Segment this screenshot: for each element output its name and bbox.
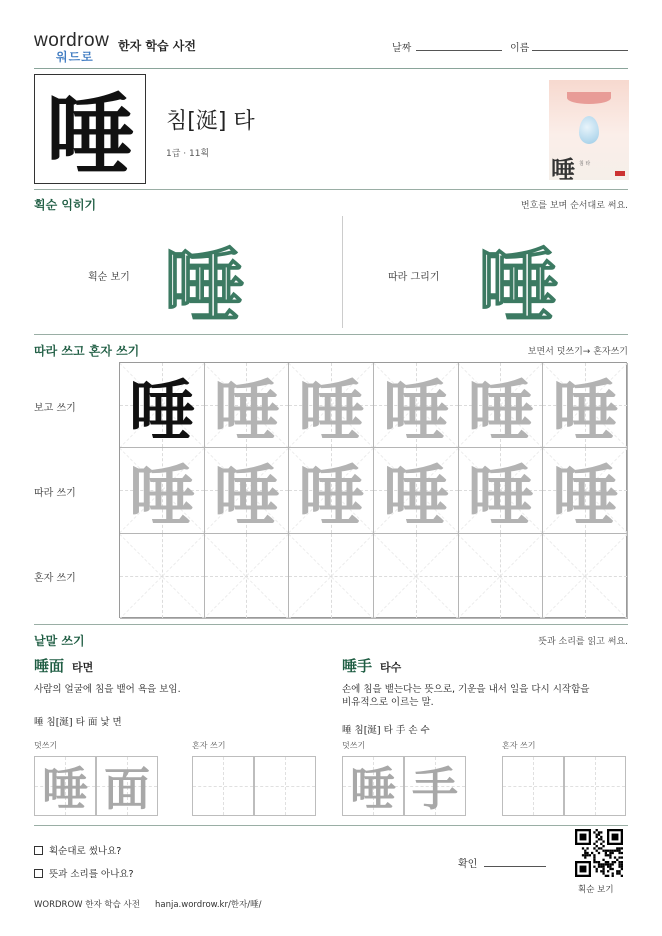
lips-illustration xyxy=(567,92,611,104)
practice-section-title: 따라 쓰고 혼자 쓰기 xyxy=(34,344,140,358)
word-reading: 타면 xyxy=(72,661,94,674)
practice-character xyxy=(459,534,543,618)
practice-character: 唾 xyxy=(552,457,619,534)
stroke-section-title: 획순 익히기 xyxy=(34,198,97,212)
practice-cell[interactable] xyxy=(205,448,290,533)
trace-character: 面 xyxy=(104,762,150,816)
word-hanja: 唾面 xyxy=(34,657,65,675)
practice-character: 唾 xyxy=(128,371,195,449)
stroke-section-note: 번호를 보며 순서대로 써요. xyxy=(520,201,628,211)
practice-cell[interactable] xyxy=(289,534,374,619)
word-solo-box[interactable] xyxy=(192,756,254,816)
practice-section-note: 보면서 덧쓰기→ 혼자쓰기 xyxy=(527,347,628,357)
practice-cell[interactable] xyxy=(543,363,628,448)
solo-label: 혼자 쓰기 xyxy=(192,741,226,750)
word-trace-box[interactable] xyxy=(96,756,158,816)
word-trace-box[interactable] xyxy=(34,756,96,816)
section-divider xyxy=(34,189,628,190)
trace-label: 덧쓰기 xyxy=(342,741,366,750)
footer-url: hanja.wordrow.kr/한자/唾/ xyxy=(155,900,262,910)
logo: wordrow xyxy=(34,30,110,51)
stroke-trace-label: 따라 그리기 xyxy=(388,272,440,283)
trace-character: 手 xyxy=(412,762,458,816)
practice-character xyxy=(205,534,289,618)
practice-cell[interactable] xyxy=(374,448,459,533)
word-breakdown: 唾 침[涎] 타 面 낯 면 xyxy=(34,717,122,728)
word-trace-box[interactable] xyxy=(342,756,404,816)
practice-character: 唾 xyxy=(382,371,449,449)
word-solo-box[interactable] xyxy=(564,756,626,816)
illustration-character: 唾 xyxy=(551,155,575,180)
practice-cell[interactable] xyxy=(205,534,290,619)
stroke-trace-diagram[interactable]: 唾 xyxy=(478,239,558,333)
word-breakdown: 唾 침[涎] 타 手 손 수 xyxy=(342,725,430,736)
word-heading xyxy=(34,655,93,676)
checkbox-icon[interactable] xyxy=(34,846,43,855)
practice-cell[interactable] xyxy=(459,534,544,619)
practice-cell[interactable] xyxy=(459,448,544,533)
practice-cell[interactable] xyxy=(374,363,459,448)
date-label: 날짜 xyxy=(392,43,412,54)
practice-cell[interactable] xyxy=(120,448,205,533)
section-divider xyxy=(34,624,628,625)
word-solo-box[interactable] xyxy=(254,756,316,816)
word-solo-box[interactable] xyxy=(502,756,564,816)
section-divider xyxy=(34,825,628,826)
confirm-label: 확인 xyxy=(458,859,478,870)
hero-character-box xyxy=(34,74,146,187)
word-heading xyxy=(342,655,401,676)
practice-cell[interactable] xyxy=(120,363,205,448)
word-definition-line2: 비유적으로 이르는 말. xyxy=(342,697,434,708)
droplet-illustration xyxy=(579,116,599,144)
footer-brand: WORDROW 한자 학습 사전 xyxy=(34,900,140,910)
practice-character: 唾 xyxy=(467,371,534,449)
vocab-section-title: 낱말 쓰기 xyxy=(34,634,85,648)
vocab-section-note: 뜻과 소리를 읽고 써요. xyxy=(538,637,628,647)
practice-cell[interactable] xyxy=(289,448,374,533)
word-definition-line1: 손에 침을 뱉는다는 뜻으로, 기운을 내서 일을 다시 시작함을 xyxy=(342,684,590,695)
stroke-view-label: 획순 보기 xyxy=(88,272,130,283)
row-label-solo: 혼자 쓰기 xyxy=(34,573,76,584)
checkbox-icon[interactable] xyxy=(34,869,43,878)
stroke-divider xyxy=(342,216,343,328)
trace-character: 唾 xyxy=(42,762,88,816)
trace-label: 덧쓰기 xyxy=(34,741,58,750)
qr-label: 획순 보기 xyxy=(578,885,614,895)
name-field[interactable] xyxy=(532,50,628,51)
word-trace-box[interactable] xyxy=(404,756,466,816)
illustration-badge xyxy=(615,171,625,176)
practice-cell[interactable] xyxy=(205,363,290,448)
practice-character: 唾 xyxy=(298,457,365,534)
practice-character: 唾 xyxy=(467,457,534,534)
practice-cell[interactable] xyxy=(459,363,544,448)
word-reading: 타수 xyxy=(380,661,402,674)
practice-cell[interactable] xyxy=(289,363,374,448)
illustration-caption: 침 타 xyxy=(579,161,591,167)
practice-character xyxy=(374,534,458,618)
checklist-item[interactable]: 획순대로 썼나요? xyxy=(34,843,121,857)
practice-character: 唾 xyxy=(552,371,619,449)
trace-character: 唾 xyxy=(350,762,396,816)
practice-cell[interactable] xyxy=(120,534,205,619)
name-label: 이름 xyxy=(510,43,530,54)
checklist-item[interactable]: 뜻과 소리를 아나요? xyxy=(34,866,134,880)
stroke-order-diagram: 唾 xyxy=(164,239,244,333)
practice-character xyxy=(120,534,204,618)
practice-cell[interactable] xyxy=(374,534,459,619)
solo-label: 혼자 쓰기 xyxy=(502,741,536,750)
practice-character xyxy=(543,534,627,618)
hero-meta: 1급 · 11획 xyxy=(166,149,210,159)
section-divider xyxy=(34,334,628,335)
practice-character: 唾 xyxy=(298,371,365,449)
practice-character xyxy=(289,534,373,618)
confirm-field[interactable] xyxy=(484,866,546,867)
practice-character: 唾 xyxy=(213,457,280,534)
practice-grid xyxy=(119,362,627,618)
header-title: 한자 학습 사전 xyxy=(118,39,196,53)
page-header xyxy=(34,26,628,68)
word-definition: 사람의 얼굴에 침을 뱉어 욕을 보임. xyxy=(34,684,181,695)
practice-cell[interactable] xyxy=(543,448,628,533)
hero-character: 唾 xyxy=(45,83,134,187)
date-field[interactable] xyxy=(416,50,502,51)
illustration-card xyxy=(549,80,629,180)
practice-character: 唾 xyxy=(128,457,195,534)
hero-reading: 침[涎] 타 xyxy=(166,109,255,134)
practice-character: 唾 xyxy=(382,457,449,534)
qr-code-icon[interactable] xyxy=(575,829,623,877)
word-hanja: 唾手 xyxy=(342,657,373,675)
row-label-trace: 따라 쓰기 xyxy=(34,488,76,499)
logo-korean: 워드로 xyxy=(56,50,94,64)
practice-character: 唾 xyxy=(213,371,280,449)
row-label-view: 보고 쓰기 xyxy=(34,403,76,414)
practice-cell[interactable] xyxy=(543,534,628,619)
